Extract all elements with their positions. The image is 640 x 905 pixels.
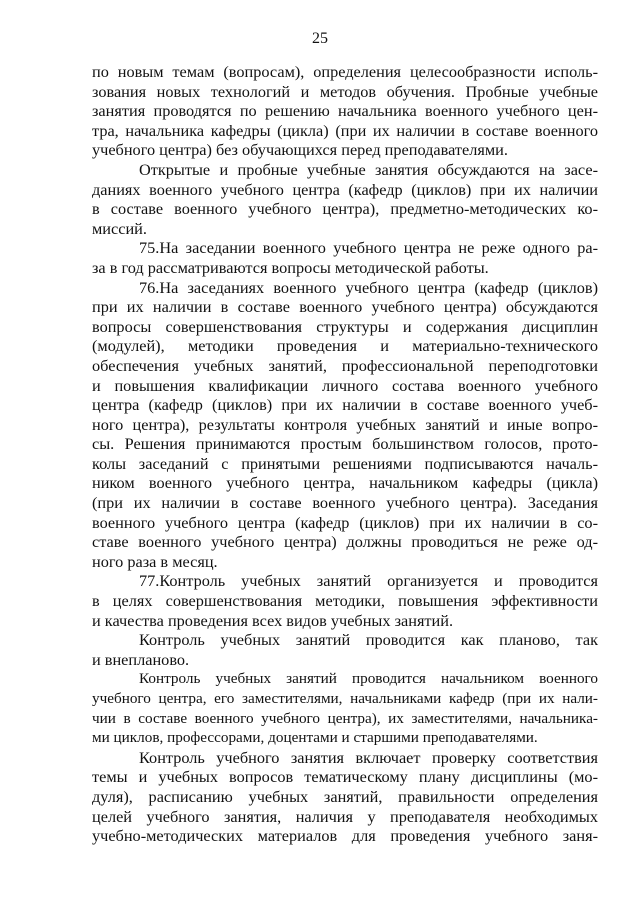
text-line: Контроль учебных занятий проводится как планово, так <box>139 630 598 650</box>
text-line: вопросы совершенствования структуры и содержания дисциплин <box>92 316 598 336</box>
text-line: и качества проведения всех видов учебных занятий. <box>92 610 454 630</box>
text-line: целей учебного занятия, наличия у преподавателя необходимых <box>92 806 598 826</box>
text-line: военного учебного центра (кафедр (циклов) при их наличии в со- <box>92 512 598 532</box>
text-line: даниях военного учебного центра (кафедр (циклов) при их наличии <box>92 179 598 199</box>
text-line: за в год рассматриваются вопросы методической работы. <box>92 257 489 277</box>
text-line: 75.На заседании военного учебного центра не реже одного ра- <box>139 238 598 258</box>
text-line: 76.На заседаниях военного учебного центра (кафедр (циклов) <box>139 277 598 297</box>
text-line: центра (кафедр (циклов) при их наличии в составе военного учеб- <box>92 395 598 415</box>
text-line: учебно-методических материалов для проведения учебного заня- <box>92 826 598 846</box>
text-line: чии в составе военного учебного центра), их заместителями, начальника- <box>92 709 598 727</box>
text-line: Контроль учебного занятия включает проверку соответствия <box>139 747 598 767</box>
text-line: дуля), расписанию учебных занятий, правильности определения <box>92 786 598 806</box>
text-line: при их наличии в составе военного учебного центра) обсуждаются <box>92 297 598 317</box>
text-line: миссий. <box>92 218 147 238</box>
text-line: Открытые и пробные учебные занятия обсуждаются на засе- <box>139 159 598 179</box>
text-line: ного раза в месяц. <box>92 551 218 571</box>
text-line: зования новых технологий и методов обучения. Пробные учебные <box>92 81 598 101</box>
text-line: и внепланово. <box>92 649 190 669</box>
text-line: и повышения квалификации личного состава военного учебного <box>92 375 598 395</box>
text-line: ником военного учебного центра, начальником кафедры (цикла) <box>92 473 598 493</box>
text-line: ми циклов, профессорами, доцентами и старшими преподавателями. <box>92 729 538 747</box>
text-line: ставе военного учебного центра) должны проводиться не реже од- <box>92 532 598 552</box>
text-line: 77.Контроль учебных занятий организуется и проводится <box>139 571 598 591</box>
text-line: учебного центра) без обучающихся перед преподавателями. <box>92 140 508 160</box>
text-line: в составе военного учебного центра), предметно-методических ко- <box>92 199 598 219</box>
text-line: (при их наличии в составе военного учебного центра). Заседания <box>92 493 598 513</box>
text-line: тра, начальника кафедры (цикла) (при их наличии в составе военного <box>92 120 598 140</box>
text-line: сы. Решения принимаются простым большинством голосов, прото- <box>92 434 598 454</box>
document-text-body <box>92 62 598 846</box>
text-line: по новым темам (вопросам), определения целесообразности исполь- <box>92 62 598 81</box>
text-line: ного центра), результаты контроля учебных занятий и иные вопро- <box>92 414 598 434</box>
text-line: (модулей), методики проведения и материально-технического <box>92 336 598 356</box>
text-line: в целях совершенствования методики, повышения эффективности <box>92 591 598 611</box>
text-line: Контроль учебных занятий проводится начальником военного <box>139 670 598 688</box>
text-line: темы и учебных вопросов тематическому плану дисциплины (мо- <box>92 767 598 787</box>
text-line: обеспечения учебных занятий, профессиональной переподготовки <box>92 355 598 375</box>
text-line: колы заседаний с принятыми решениями подписываются началь- <box>92 453 598 473</box>
text-line: занятия проводятся по решению начальника военного учебного цен- <box>92 101 598 121</box>
text-line: учебного центра, его заместителями, начальниками кафедр (при их нали- <box>92 690 598 707</box>
page-number: 25 <box>312 30 328 47</box>
